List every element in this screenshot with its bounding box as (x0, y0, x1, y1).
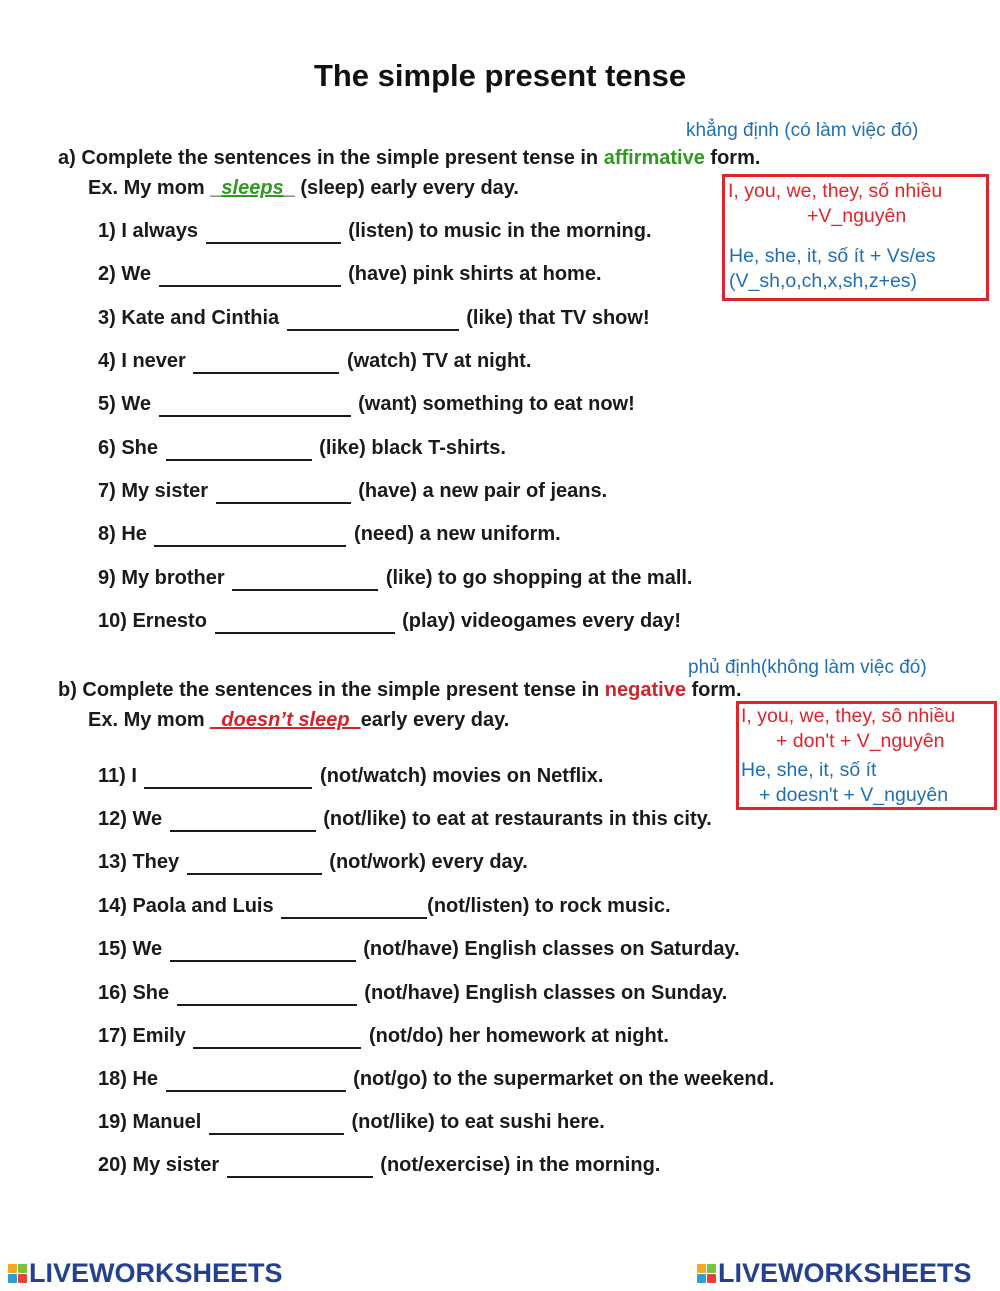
item-subject: 3) Kate and Cinthia (98, 307, 280, 329)
answer-blank[interactable] (159, 397, 351, 417)
item-rest: (need) a new uniform. (354, 523, 561, 545)
answer-input[interactable] (281, 899, 427, 917)
example-text-end: _ (sleep) early every day. (283, 177, 519, 199)
list-item (98, 307, 650, 331)
section-a-heading (58, 147, 760, 170)
item-subject: 11) I (98, 765, 137, 787)
item-rest: (watch) TV at night. (346, 350, 532, 372)
rule-doesnt: + doesn't + V_nguyên (759, 784, 949, 806)
list-item (98, 480, 607, 504)
item-subject: 15) We (98, 938, 163, 960)
heading-text: a) Complete the sentences in the simple present tense in (58, 147, 604, 169)
item-subject: 2) We (98, 263, 151, 285)
answer-input[interactable] (227, 1158, 373, 1176)
answer-blank[interactable] (209, 1115, 344, 1135)
item-subject: 12) We (98, 808, 163, 830)
example-text-end: early every day. (360, 709, 510, 731)
answer-blank[interactable] (166, 1072, 346, 1092)
item-subject: 10) Ernesto (98, 610, 207, 632)
example-answer: sleeps (221, 177, 284, 199)
example-text: Ex. My mom _ (88, 177, 222, 199)
list-item (98, 220, 652, 244)
answer-input[interactable] (206, 224, 341, 242)
list-item (98, 1068, 774, 1092)
item-subject: 8) He (98, 523, 147, 545)
answer-blank[interactable] (144, 769, 312, 789)
list-item (98, 895, 671, 919)
rule-singular: He, she, it, số ít (741, 759, 877, 781)
item-rest: (listen) to music in the morning. (348, 220, 652, 242)
item-subject: 18) He (98, 1068, 159, 1090)
answer-input[interactable] (193, 354, 339, 372)
answer-blank[interactable] (193, 1029, 361, 1049)
item-rest: (like) black T-shirts. (319, 437, 506, 459)
item-subject: 19) Manuel (98, 1111, 202, 1133)
item-subject: 17) Emily (98, 1025, 186, 1047)
affirmative-rule-box (722, 174, 989, 301)
item-subject: 9) My brother (98, 567, 225, 589)
list-item (98, 350, 531, 374)
item-rest: (not/have) English classes on Sunday. (364, 982, 728, 1004)
page-title: The simple present tense (313, 58, 687, 93)
list-item (98, 437, 506, 461)
list-item (98, 393, 635, 417)
heading-text: b) Complete the sentences in the simple present tense in (58, 679, 605, 701)
section-b-example (88, 709, 509, 732)
list-item (98, 982, 727, 1006)
item-rest: (not/listen) to rock music. (427, 895, 671, 917)
item-rest: (have) pink shirts at home. (348, 263, 602, 285)
answer-blank[interactable] (170, 942, 356, 962)
item-subject: 6) She (98, 437, 159, 459)
item-rest: (not/like) to eat sushi here. (351, 1111, 605, 1133)
answer-input[interactable] (159, 267, 341, 285)
section-b-heading (58, 679, 742, 702)
item-subject: 1) I always (98, 220, 199, 242)
answer-input[interactable] (170, 942, 356, 960)
liveworksheets-icon (8, 1264, 27, 1283)
item-rest: (not/work) every day. (329, 851, 528, 873)
answer-input[interactable] (159, 397, 351, 415)
answer-input[interactable] (193, 1029, 361, 1047)
answer-blank[interactable] (177, 986, 357, 1006)
item-rest: (play) videogames every day! (402, 610, 682, 632)
item-rest: (not/have) English classes on Saturday. (363, 938, 740, 960)
item-subject: 4) I never (98, 350, 186, 372)
rule-dont: + don't + V_nguyên (776, 730, 945, 752)
list-item (98, 808, 712, 832)
answer-input[interactable] (166, 1072, 346, 1090)
heading-text-end: form. (704, 147, 761, 169)
list-item (98, 567, 692, 591)
answer-blank[interactable] (281, 899, 427, 919)
list-item (98, 1154, 660, 1178)
answer-blank[interactable] (215, 614, 395, 634)
liveworksheets-logo-right[interactable] (697, 1258, 972, 1289)
answer-input[interactable] (209, 1115, 344, 1133)
rule-plural-subjects: I, you, we, they, sô nhiều (741, 705, 956, 727)
logo-text: LIVEWORKSHEETS (718, 1258, 972, 1288)
list-item (98, 938, 740, 962)
liveworksheets-logo-left[interactable] (8, 1258, 283, 1289)
list-item (98, 1025, 669, 1049)
answer-blank[interactable] (170, 812, 316, 832)
rule-plural-subjects: I, you, we, they, số nhiều (728, 180, 943, 202)
affirmative-keyword: affirmative (603, 147, 705, 169)
section-a-example (88, 177, 519, 200)
list-item (98, 1111, 605, 1135)
rule-es-endings: (V_sh,o,ch,x,sh,z+es) (729, 270, 918, 292)
item-subject: 16) She (98, 982, 170, 1004)
answer-blank[interactable] (154, 527, 346, 547)
item-rest: (not/exercise) in the morning. (380, 1154, 661, 1176)
item-subject: 14) Paola and Luis (98, 895, 274, 917)
item-subject: 13) They (98, 851, 180, 873)
rule-singular: He, she, it, số ít + Vs/es (729, 245, 936, 267)
negative-rule-box (736, 701, 997, 810)
answer-input[interactable] (215, 614, 395, 632)
affirmative-hint: khẳng định (có làm việc đó) (686, 120, 919, 141)
item-rest: (not/go) to the supermarket on the weekend. (353, 1068, 775, 1090)
item-rest: (not/watch) movies on Netflix. (320, 765, 604, 787)
item-rest: (not/like) to eat at restaurants in this city. (323, 808, 712, 830)
list-item (98, 851, 528, 875)
answer-input[interactable] (187, 855, 322, 873)
answer-blank[interactable] (166, 441, 312, 461)
liveworksheets-icon (697, 1264, 716, 1283)
answer-blank[interactable] (216, 484, 351, 504)
item-subject: 5) We (98, 393, 151, 415)
item-rest: (want) something to eat now! (358, 393, 635, 415)
answer-blank[interactable] (159, 267, 341, 287)
answer-blank[interactable] (187, 855, 322, 875)
item-rest: (have) a new pair of jeans. (358, 480, 608, 502)
negative-hint: phủ định(không làm việc đó) (688, 657, 927, 678)
rule-plural-verb: +V_nguyên (807, 205, 907, 227)
answer-input[interactable] (144, 769, 312, 787)
item-rest: (not/do) her homework at night. (368, 1025, 669, 1047)
item-subject: 7) My sister (98, 480, 209, 502)
heading-text-end: form. (685, 679, 742, 701)
answer-input[interactable] (154, 527, 346, 545)
answer-blank[interactable] (206, 224, 341, 244)
answer-blank[interactable] (232, 571, 378, 591)
answer-input[interactable] (287, 311, 459, 329)
answer-blank[interactable] (193, 354, 339, 374)
item-subject: 20) My sister (98, 1154, 220, 1176)
answer-input[interactable] (216, 484, 351, 502)
list-item (98, 523, 561, 547)
answer-input[interactable] (232, 571, 378, 589)
answer-input[interactable] (166, 441, 312, 459)
item-rest: (like) that TV show! (466, 307, 650, 329)
list-item (98, 610, 681, 634)
answer-blank[interactable] (227, 1158, 373, 1178)
list-item (98, 765, 603, 789)
item-rest: (like) to go shopping at the mall. (385, 567, 693, 589)
logo-text: LIVEWORKSHEETS (29, 1258, 283, 1288)
negative-keyword: negative (604, 679, 686, 701)
answer-input[interactable] (170, 812, 316, 830)
example-answer: _doesn’t sleep_ (210, 709, 361, 731)
answer-input[interactable] (177, 986, 357, 1004)
answer-blank[interactable] (287, 311, 459, 331)
list-item (98, 263, 602, 287)
example-text: Ex. My mom (88, 709, 211, 731)
